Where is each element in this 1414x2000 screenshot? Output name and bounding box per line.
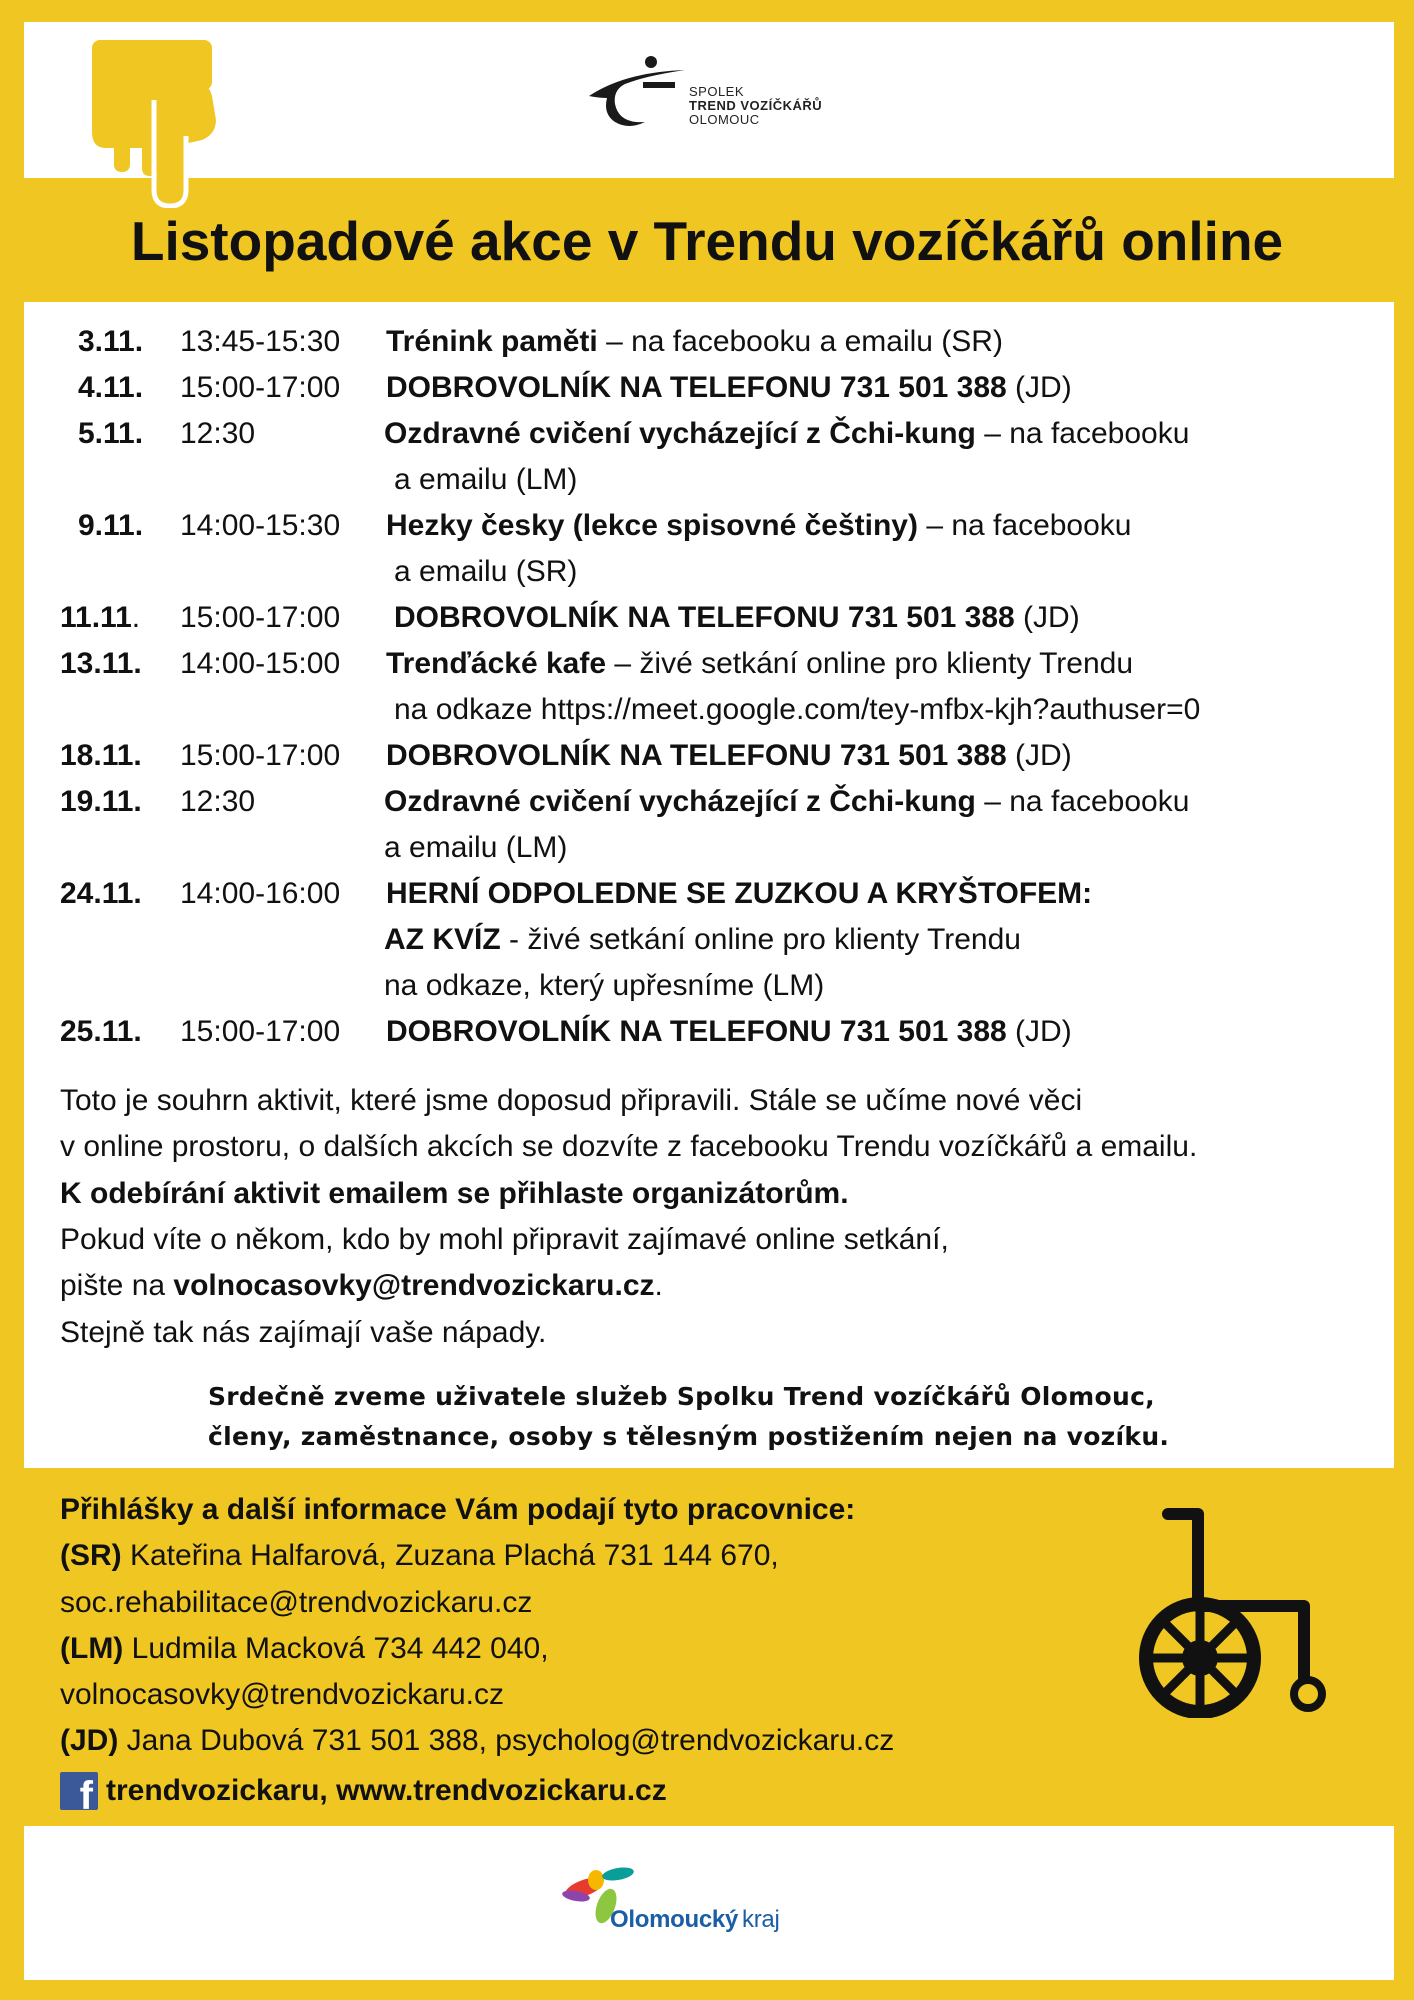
event-time: 15:00-17:00 [180, 371, 341, 404]
event-detail: - živé setkání online pro klienty Trendu [500, 923, 1021, 956]
event-date: 3.11. [78, 325, 144, 358]
kraj-name-text: Olomoucký [610, 1906, 738, 1933]
event-detail: (JD) [1014, 601, 1080, 634]
contact-email[interactable]: volnocasovky@trendvozickaru.cz [60, 1678, 504, 1711]
event-description [386, 370, 1072, 406]
event-description [386, 646, 1133, 682]
event-name: Ozdravné cvičení vycházející z Čchi-kung [384, 785, 976, 818]
event-date: 19.11. [60, 785, 142, 818]
org-logo-line1: SPOLEK [689, 84, 745, 99]
event-time: 15:00-17:00 [180, 739, 341, 772]
summary-line: Stejně tak nás zajímají vaše nápady. [60, 1316, 547, 1349]
contact-tag: (JD) [60, 1724, 119, 1757]
event-date: 13.11. [60, 647, 142, 680]
event-time: 12:30 [180, 785, 256, 818]
contacts-heading: Přihlášky a další informace Vám podají tyto pracovnice: [60, 1493, 856, 1526]
event-date: 24.11. [60, 877, 142, 910]
event-date: 18.11. [60, 739, 142, 772]
summary-line [60, 1268, 663, 1304]
email-link[interactable]: volnocasovky@trendvozickaru.cz [173, 1269, 655, 1302]
event-date: 9.11. [78, 509, 144, 542]
event-detail: (JD) [1006, 1015, 1072, 1048]
invite-line: Srdečně zveme uživatele služeb Spolku Trend vozíčkářů Olomouc, [208, 1382, 1155, 1411]
event-description [386, 1014, 1072, 1050]
summary-line-bold: K odebírání aktivit emailem se přihlaste organizátorům. [60, 1177, 849, 1210]
event-row [60, 876, 142, 912]
summary-line: Pokud víte o někom, kdo by mohl připravit zajímavé online setkání, [60, 1223, 949, 1256]
event-row [78, 508, 143, 544]
event-row [78, 416, 143, 452]
event-detail: (JD) [1006, 739, 1072, 772]
page-title: Listopadové akce v Trendu vozíčkářů online [130, 210, 1284, 272]
event-continuation: a emailu (LM) [394, 463, 578, 496]
event-time: 14:00-15:30 [180, 509, 341, 542]
social-links[interactable]: trendvozickaru, www.trendvozickaru.cz [106, 1774, 667, 1807]
contact-sr [60, 1538, 779, 1574]
olomoucky-kraj-logo [562, 1866, 782, 1936]
event-name: DOBROVOLNÍK NA TELEFONU 731 501 388 [386, 1015, 1007, 1048]
event-detail: – na facebooku [975, 417, 1190, 450]
facebook-icon[interactable]: f [60, 1772, 98, 1810]
event-time: 15:00-17:00 [180, 601, 341, 634]
event-date-suffix: . [131, 601, 141, 634]
event-time: 14:00-16:00 [180, 877, 341, 910]
event-date: 5.11. [78, 417, 144, 450]
org-logo-line3: OLOMOUC [689, 112, 760, 127]
contact-text: Jana Dubová 731 501 388, psycholog@trendvozickaru.cz [118, 1724, 895, 1757]
kraj-name [610, 1906, 779, 1934]
org-logo-line2: TREND VOZÍČKÁŘŮ [689, 98, 823, 113]
event-name: Ozdravné cvičení vycházející z Čchi-kung [384, 417, 976, 450]
event-row [60, 600, 140, 636]
summary-text: . [654, 1269, 663, 1302]
summary-line: v online prostoru, o dalších akcích se dozvíte z facebooku Trendu vozíčkářů a emailu. [60, 1130, 1198, 1163]
contact-lm [60, 1631, 549, 1667]
event-time: 12:30 [180, 417, 256, 450]
event-row [78, 370, 143, 406]
event-time: 13:45-15:30 [180, 325, 341, 358]
event-description [386, 508, 1132, 544]
event-row [78, 324, 143, 360]
event-description [394, 600, 1080, 636]
pointing-hand-icon [92, 40, 218, 208]
event-continuation: a emailu (SR) [394, 555, 578, 588]
event-detail: – na facebooku [975, 785, 1190, 818]
contact-tag: (LM) [60, 1632, 124, 1665]
event-name: DOBROVOLNÍK NA TELEFONU 731 501 388 [386, 739, 1007, 772]
event-continuation: na odkaze, který upřesníme (LM) [384, 969, 825, 1002]
event-description [384, 416, 1189, 452]
event-link[interactable]: na odkaze https://meet.google.com/tey-mfbx-kjh?authuser=0 [394, 693, 1201, 726]
invite-line: členy, zaměstnance, osoby s tělesným postižením nejen na vozíku. [208, 1422, 1170, 1451]
event-row [60, 646, 142, 682]
event-continuation [384, 922, 1021, 958]
contact-tag: (SR) [60, 1539, 122, 1572]
contact-text: Ludmila Macková 734 442 040, [123, 1632, 549, 1665]
event-time: 14:00-15:00 [180, 647, 341, 680]
contact-email[interactable]: soc.rehabilitace@trendvozickaru.cz [60, 1586, 533, 1619]
org-logo-mark [585, 52, 689, 132]
event-row [60, 784, 142, 820]
contact-text: Kateřina Halfarová, Zuzana Plachá 731 144 670, [121, 1539, 779, 1572]
event-description [386, 324, 1003, 360]
event-name: HERNÍ ODPOLEDNE SE ZUZKOU A KRYŠTOFEM: [386, 877, 1093, 910]
event-row [60, 1014, 142, 1050]
summary-text: pište na [60, 1269, 174, 1302]
event-date: 4.11. [78, 371, 144, 404]
event-detail: – na facebooku a emailu (SR) [597, 325, 1003, 358]
wheelchair-icon [1138, 1508, 1334, 1718]
event-name: DOBROVOLNÍK NA TELEFONU 731 501 388 [386, 371, 1007, 404]
contact-jd [60, 1723, 894, 1759]
event-name: Hezky česky (lekce spisovné češtiny) [386, 509, 918, 542]
event-continuation: a emailu (LM) [384, 831, 568, 864]
event-detail: (JD) [1006, 371, 1072, 404]
event-date: 25.11. [60, 1015, 142, 1048]
summary-line: Toto je souhrn aktivit, které jsme doposud připravili. Stále se učíme nové věci [60, 1084, 1083, 1117]
event-description [384, 784, 1189, 820]
event-name: Trenďácké kafe [386, 647, 607, 680]
event-description [386, 738, 1072, 774]
event-date: 11.11 [60, 601, 132, 634]
event-row [60, 738, 142, 774]
event-time: 15:00-17:00 [180, 1015, 341, 1048]
event-subtitle: AZ KVÍZ [384, 923, 501, 956]
event-name: Trénink paměti [386, 325, 598, 358]
event-detail: – na facebooku [917, 509, 1132, 542]
kraj-sub-text: kraj [742, 1906, 780, 1933]
event-name: DOBROVOLNÍK NA TELEFONU 731 501 388 [394, 601, 1015, 634]
org-logo [585, 52, 835, 132]
event-detail: – živé setkání online pro klienty Trendu [606, 647, 1134, 680]
